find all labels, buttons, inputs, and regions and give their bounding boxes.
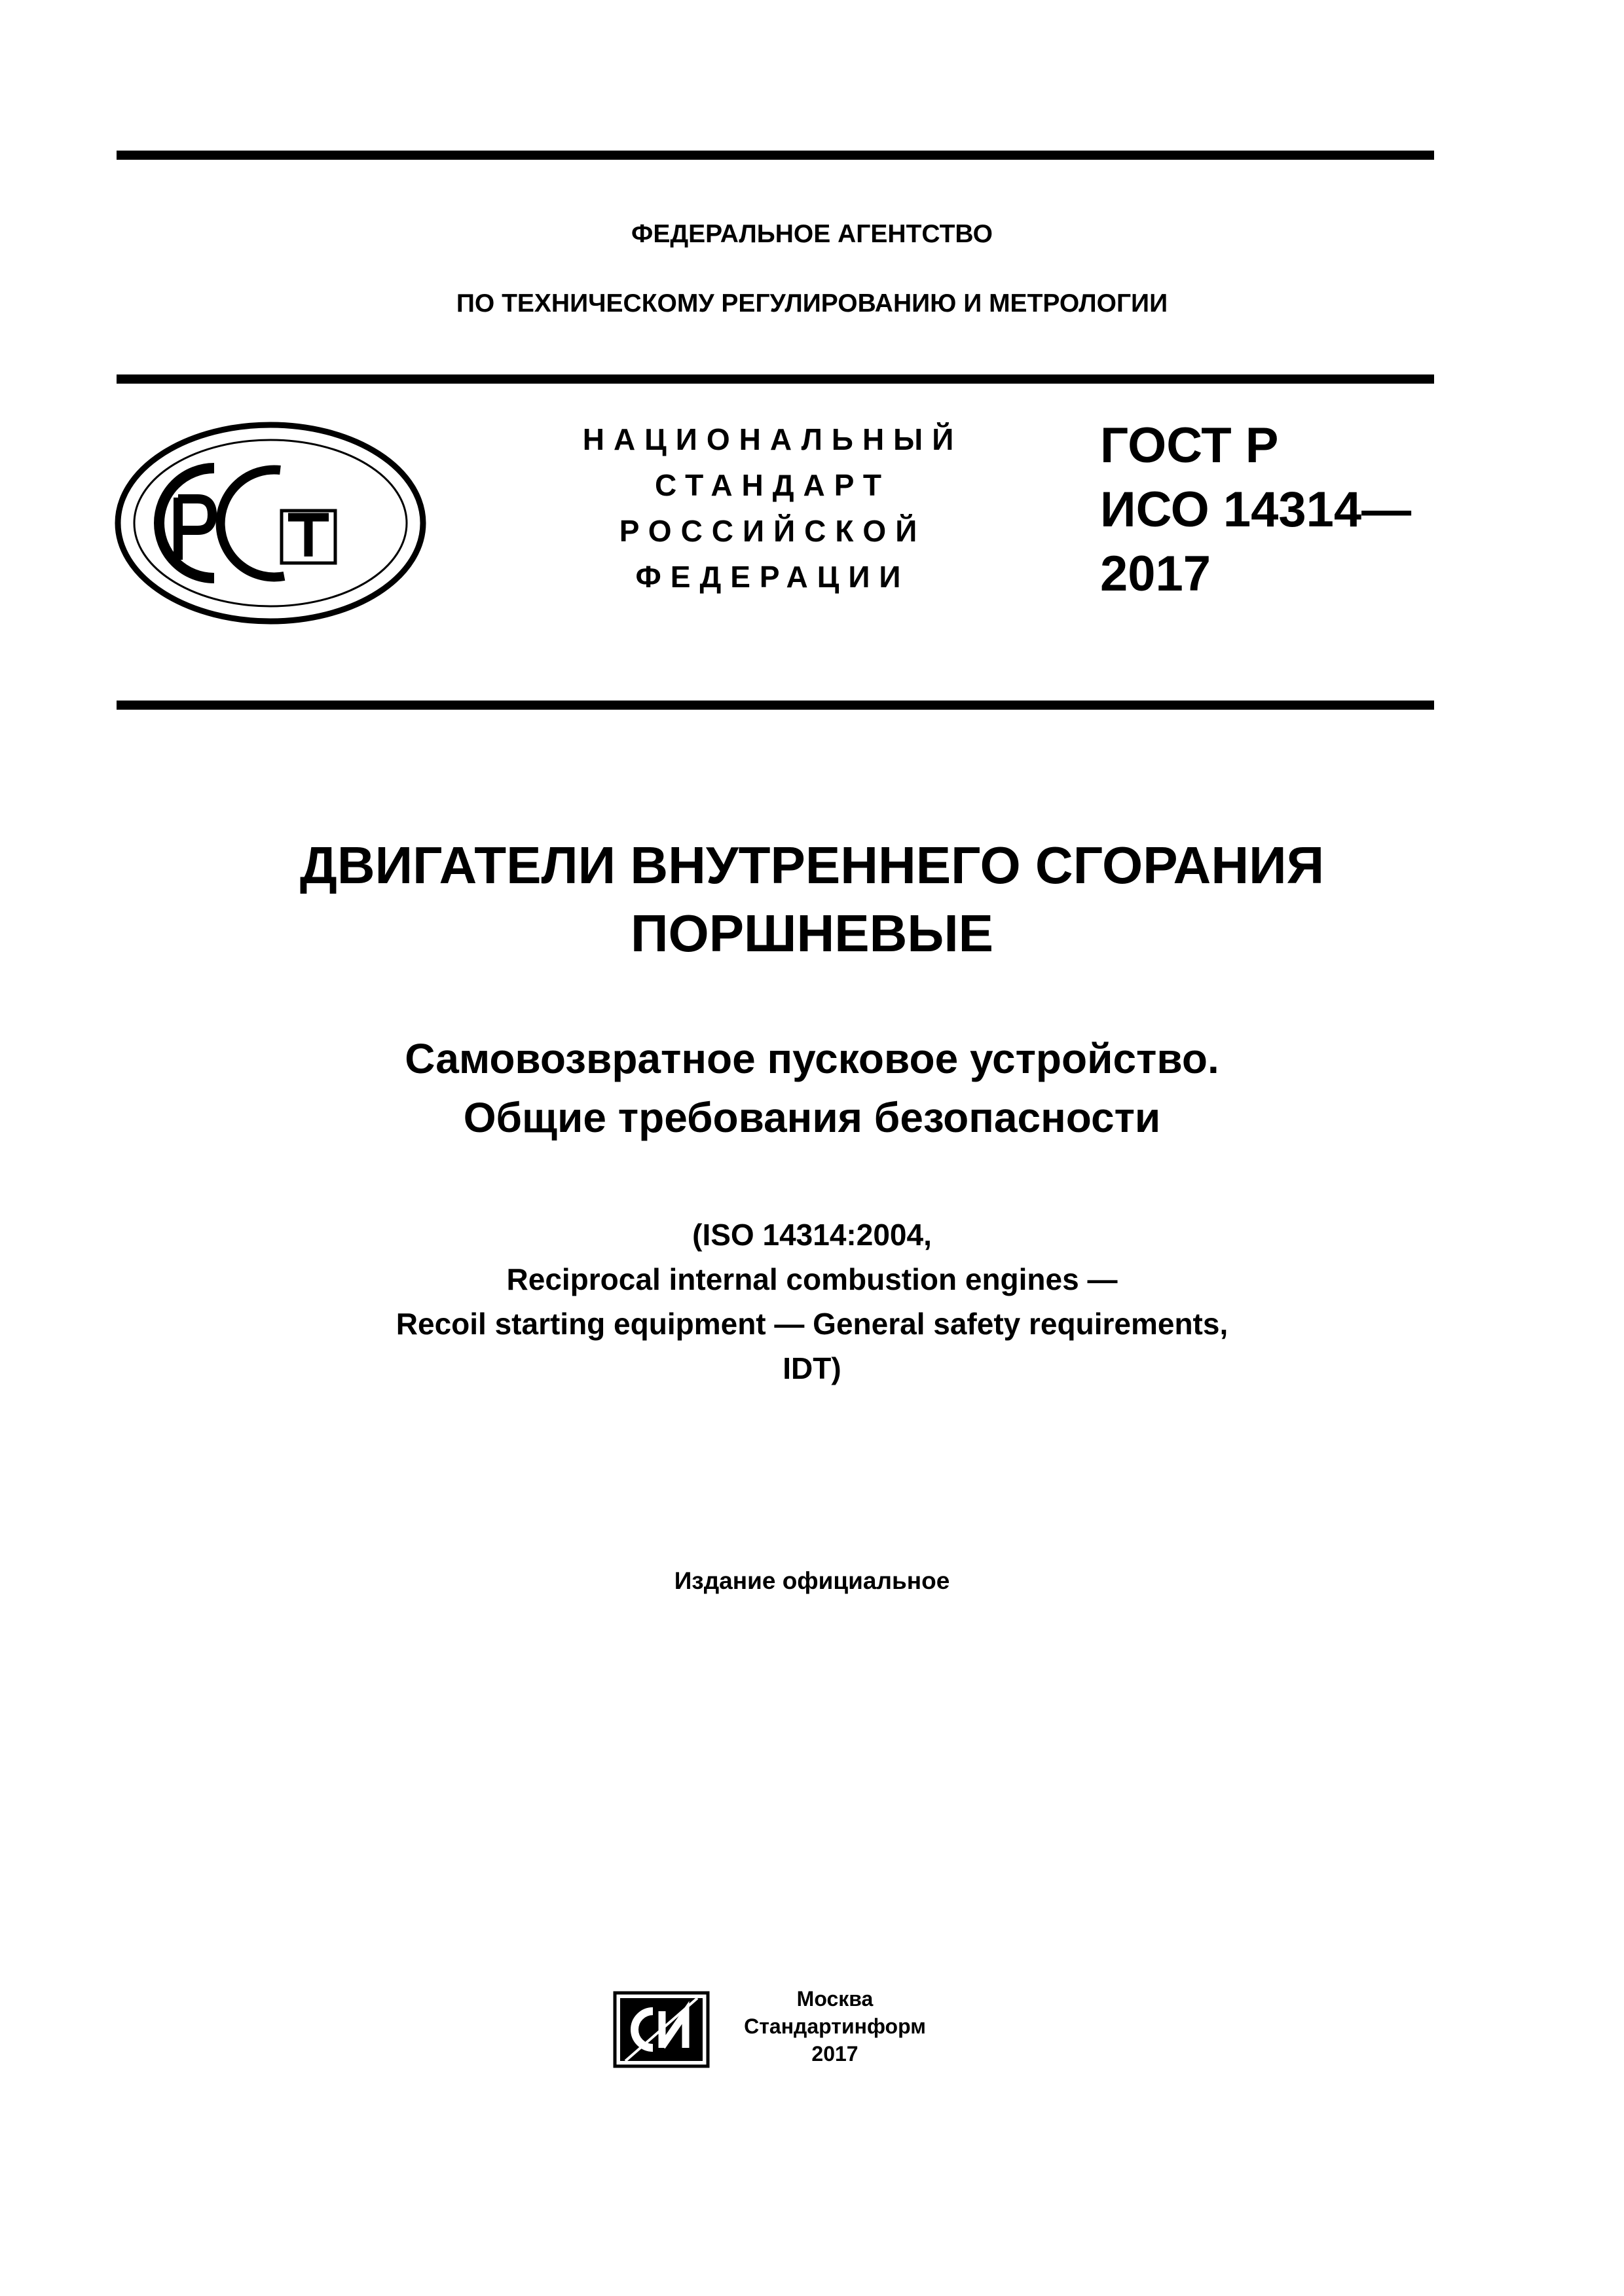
- publisher-year: 2017: [811, 2042, 858, 2066]
- national-standard-block: [524, 416, 1022, 600]
- title-line-2: ПОРШНЕВЫЕ: [630, 904, 994, 962]
- national-standard-line-3: РОССИЙСКОЙ: [619, 514, 927, 548]
- national-standard-line-1: НАЦИОНАЛЬНЫЙ: [582, 422, 963, 456]
- iso-line-2: Reciprocal internal combustion engines —: [506, 1262, 1118, 1296]
- designation-line-2: ИСО 14314—: [1100, 482, 1412, 538]
- agency-line-1: ФЕДЕРАЛЬНОЕ АГЕНТСТВО: [631, 220, 993, 248]
- gost-r-logo: [113, 419, 428, 627]
- standard-designation: [1100, 414, 1411, 606]
- agency-line-2: ПО ТЕХНИЧЕСКОМУ РЕГУЛИРОВАНИЮ И МЕТРОЛОГИИ: [456, 289, 1168, 318]
- standartinform-logo: [612, 1990, 710, 2069]
- edition-label: Издание официальное: [674, 1567, 950, 1594]
- publisher-name: Стандартинформ: [744, 2014, 926, 2038]
- title-rule: [117, 701, 1434, 710]
- title-line-1: ДВИГАТЕЛИ ВНУТРЕННЕГО СГОРАНИЯ: [299, 836, 1325, 894]
- iso-line-1: (ISO 14314:2004,: [692, 1218, 932, 1252]
- document-subtitle: [0, 1029, 1624, 1147]
- national-standard-line-2: СТАНДАРТ: [655, 468, 891, 502]
- publisher-city: Москва: [796, 1987, 874, 2011]
- document-title: [0, 831, 1624, 968]
- iso-reference: [0, 1212, 1624, 1391]
- designation-line-3: 2017: [1100, 546, 1211, 602]
- top-rule: [117, 151, 1434, 160]
- publisher-block: [724, 1985, 946, 2068]
- header-rule: [117, 374, 1434, 384]
- designation-line-1: ГОСТ Р: [1100, 418, 1279, 473]
- national-standard-line-4: ФЕДЕРАЦИИ: [635, 560, 910, 594]
- iso-line-3: Recoil starting equipment — General safety requirements,: [396, 1307, 1228, 1341]
- subtitle-line-2: Общие требования безопасности: [463, 1094, 1161, 1141]
- subtitle-line-1: Самовозвратное пусковое устройство.: [405, 1035, 1219, 1082]
- iso-line-4: IDT): [783, 1351, 841, 1385]
